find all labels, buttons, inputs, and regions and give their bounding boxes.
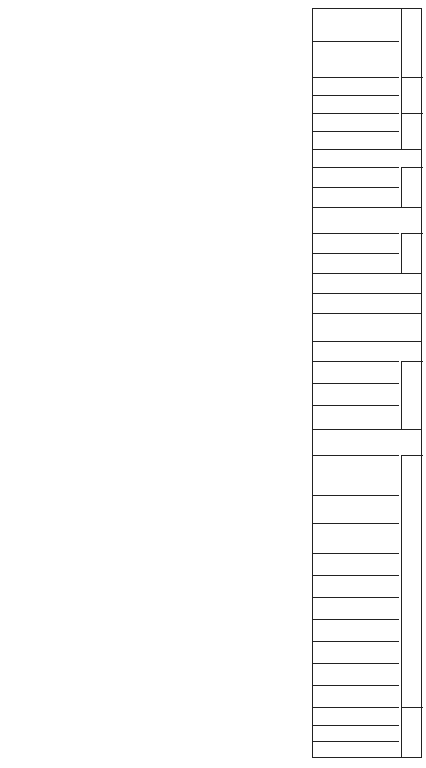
osc-src-1 — [313, 167, 399, 187]
src-row-2 — [313, 95, 399, 113]
reg-group — [401, 455, 423, 707]
reg-row-8 — [313, 641, 399, 663]
reserve-group — [401, 707, 423, 757]
reserve-row-3 — [313, 741, 399, 757]
reg-row-4 — [313, 553, 399, 575]
hf-row-1 — [313, 273, 421, 293]
block-row-3 — [313, 405, 399, 429]
block-row-1-label — [315, 363, 397, 369]
apv-group — [401, 233, 423, 273]
q2b-cell — [313, 253, 399, 273]
osc-group — [401, 167, 423, 207]
q1b-label — [315, 235, 397, 240]
reg-row-9 — [313, 663, 399, 685]
osc-src-2 — [313, 187, 399, 207]
reg-row-10 — [313, 685, 399, 707]
src-row-4 — [313, 131, 399, 149]
block-row-2 — [313, 383, 399, 405]
reg-row-3 — [313, 523, 399, 553]
protection-row — [313, 313, 421, 341]
uro-relay-row — [313, 429, 421, 455]
reg-row-2 — [313, 495, 399, 523]
reg-row-6 — [313, 597, 399, 619]
uro-group — [401, 77, 423, 113]
src-row-1 — [313, 77, 399, 95]
q2-cell — [313, 41, 399, 77]
block-group — [401, 361, 423, 429]
hf-row-3 — [313, 341, 421, 361]
reg-row-2-label — [315, 497, 397, 502]
reg-row-1-label — [315, 457, 397, 469]
reg-row-1 — [313, 455, 399, 495]
q1b-cell — [313, 233, 399, 253]
src-row-3 — [313, 113, 399, 131]
signal-table — [312, 8, 422, 758]
pa-group — [401, 113, 423, 149]
reg-row-7 — [313, 619, 399, 641]
block-row-2-label — [315, 385, 397, 391]
hf-row-2 — [313, 293, 421, 313]
stop-ms-row — [313, 207, 421, 233]
reserve-row-2 — [313, 725, 399, 741]
q1-label — [315, 10, 397, 21]
q-group — [401, 9, 423, 77]
reserve-row-1 — [313, 707, 399, 725]
osc-start-row — [313, 149, 421, 167]
q1-cell — [313, 9, 399, 41]
reg-row-5 — [313, 575, 399, 597]
q2-label — [315, 43, 397, 55]
stop-ms-label — [315, 209, 419, 216]
block-row-1 — [313, 361, 399, 383]
q2b-label — [315, 255, 397, 260]
